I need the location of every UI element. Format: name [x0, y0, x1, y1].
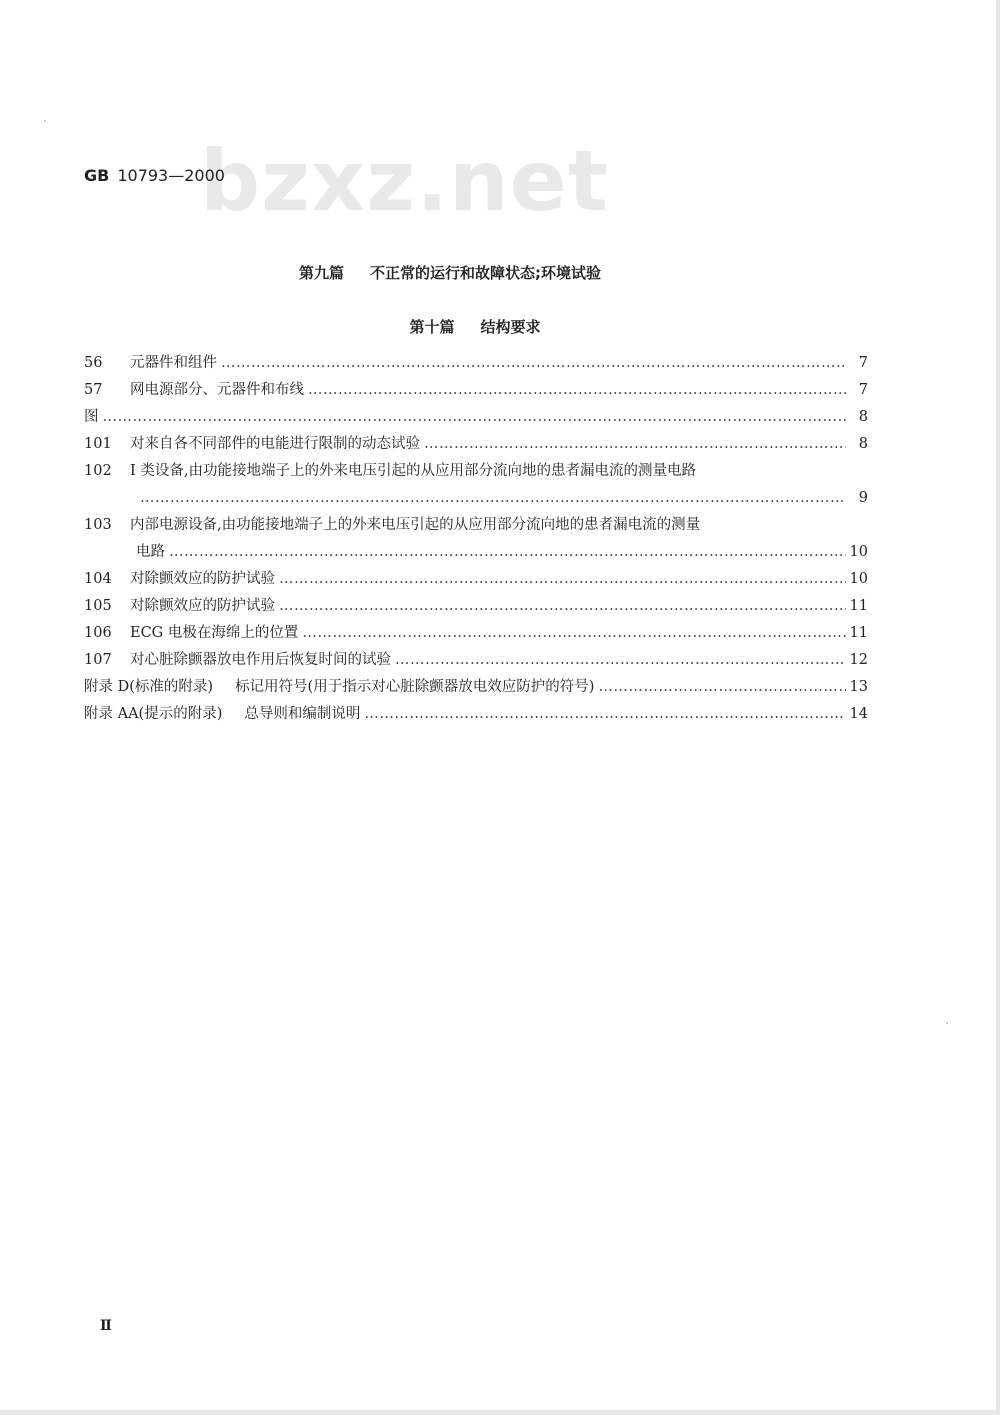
toc-page: 7	[858, 355, 868, 371]
section-part: 第十篇	[409, 318, 455, 336]
section-part: 第九篇	[298, 264, 344, 282]
toc-title: 对除颤效应的防护试验	[130, 598, 275, 614]
toc-leader	[364, 701, 845, 728]
toc-entry[interactable]	[84, 647, 868, 674]
toc-number: 103	[84, 517, 112, 533]
toc-number: 57	[84, 382, 103, 398]
section-title: 结构要求	[480, 318, 541, 336]
toc-leader	[140, 485, 846, 512]
watermark: bzxz.net	[200, 132, 609, 230]
section-heading-9	[0, 262, 950, 283]
toc-entry[interactable]	[84, 674, 868, 701]
toc-number: 106	[84, 625, 112, 641]
page-edge	[0, 1410, 1000, 1415]
toc-page: 8	[858, 436, 868, 452]
toc-page: 7	[858, 382, 868, 398]
toc-annex-label: 附录 D(标准的附录)	[84, 679, 214, 695]
toc-title: 对除颤效应的防护试验	[130, 571, 275, 587]
toc-entry[interactable]	[84, 350, 868, 377]
toc-leader	[103, 404, 847, 431]
toc-page: 11	[849, 598, 868, 614]
toc-page: 11	[849, 625, 868, 641]
toc-entry[interactable]	[84, 431, 868, 458]
toc-leader	[279, 566, 846, 593]
toc-title-continuation: 电路	[136, 544, 165, 560]
toc-entry[interactable]	[84, 377, 868, 404]
toc-leader	[598, 674, 845, 701]
toc-number: 107	[84, 652, 112, 668]
toc-page: 9	[858, 490, 868, 506]
toc-leader	[302, 620, 845, 647]
toc-leader	[308, 377, 846, 404]
toc-title: 内部电源设备,由功能接地端子上的外来电压引起的从应用部分流向地的患者漏电流的测量	[130, 517, 701, 533]
toc-entry[interactable]	[84, 458, 868, 512]
toc-title: 总导则和编制说明	[244, 706, 361, 722]
toc-leader	[279, 593, 846, 620]
toc-leader	[169, 539, 846, 566]
toc-annex-label: 附录 AA(提示的附录)	[84, 706, 223, 722]
toc-title: 网电源部分、元器件和布线	[130, 382, 304, 398]
toc-number: 105	[84, 598, 112, 614]
toc-number: 104	[84, 571, 112, 587]
toc-leader	[221, 350, 846, 377]
toc-page: 10	[849, 571, 868, 587]
scan-speck	[44, 120, 46, 122]
table-of-contents	[84, 350, 868, 728]
toc-entry[interactable]	[84, 566, 868, 593]
scan-speck	[946, 1022, 948, 1024]
toc-page: 10	[849, 544, 868, 560]
toc-title: 对心脏除颤器放电作用后恢复时间的试验	[130, 652, 391, 668]
standard-code	[84, 166, 225, 185]
standard-prefix: GB	[84, 166, 110, 185]
toc-page: 14	[849, 706, 868, 722]
section-title: 不正常的运行和故障状态;环境试验	[370, 264, 602, 282]
toc-entry[interactable]	[84, 701, 868, 728]
toc-title: 对来自各不同部件的电能进行限制的动态试验	[130, 436, 420, 452]
toc-page: 12	[849, 652, 868, 668]
toc-number: 56	[84, 355, 103, 371]
toc-title: 图	[84, 409, 99, 425]
toc-title: 元器件和组件	[130, 355, 217, 371]
toc-number: 102	[84, 463, 112, 479]
standard-number: 10793—2000	[117, 166, 225, 185]
toc-leader	[395, 647, 846, 674]
toc-title: I 类设备,由功能接地端子上的外来电压引起的从应用部分流向地的患者漏电流的测量电路	[130, 463, 696, 479]
toc-entry[interactable]	[84, 620, 868, 647]
page-edge	[996, 0, 1000, 1415]
toc-leader	[424, 431, 846, 458]
toc-title: ECG 电极在海绵上的位置	[130, 625, 299, 641]
toc-page: 13	[849, 679, 868, 695]
toc-page: 8	[858, 409, 868, 425]
section-heading-10	[0, 316, 975, 337]
page-number: Ⅱ	[100, 1318, 112, 1334]
toc-entry[interactable]	[84, 512, 868, 566]
toc-number: 101	[84, 436, 112, 452]
toc-entry[interactable]	[84, 593, 868, 620]
toc-entry[interactable]	[84, 404, 868, 431]
toc-title: 标记用符号(用于指示对心脏除颤器放电效应防护的符号)	[235, 679, 595, 695]
